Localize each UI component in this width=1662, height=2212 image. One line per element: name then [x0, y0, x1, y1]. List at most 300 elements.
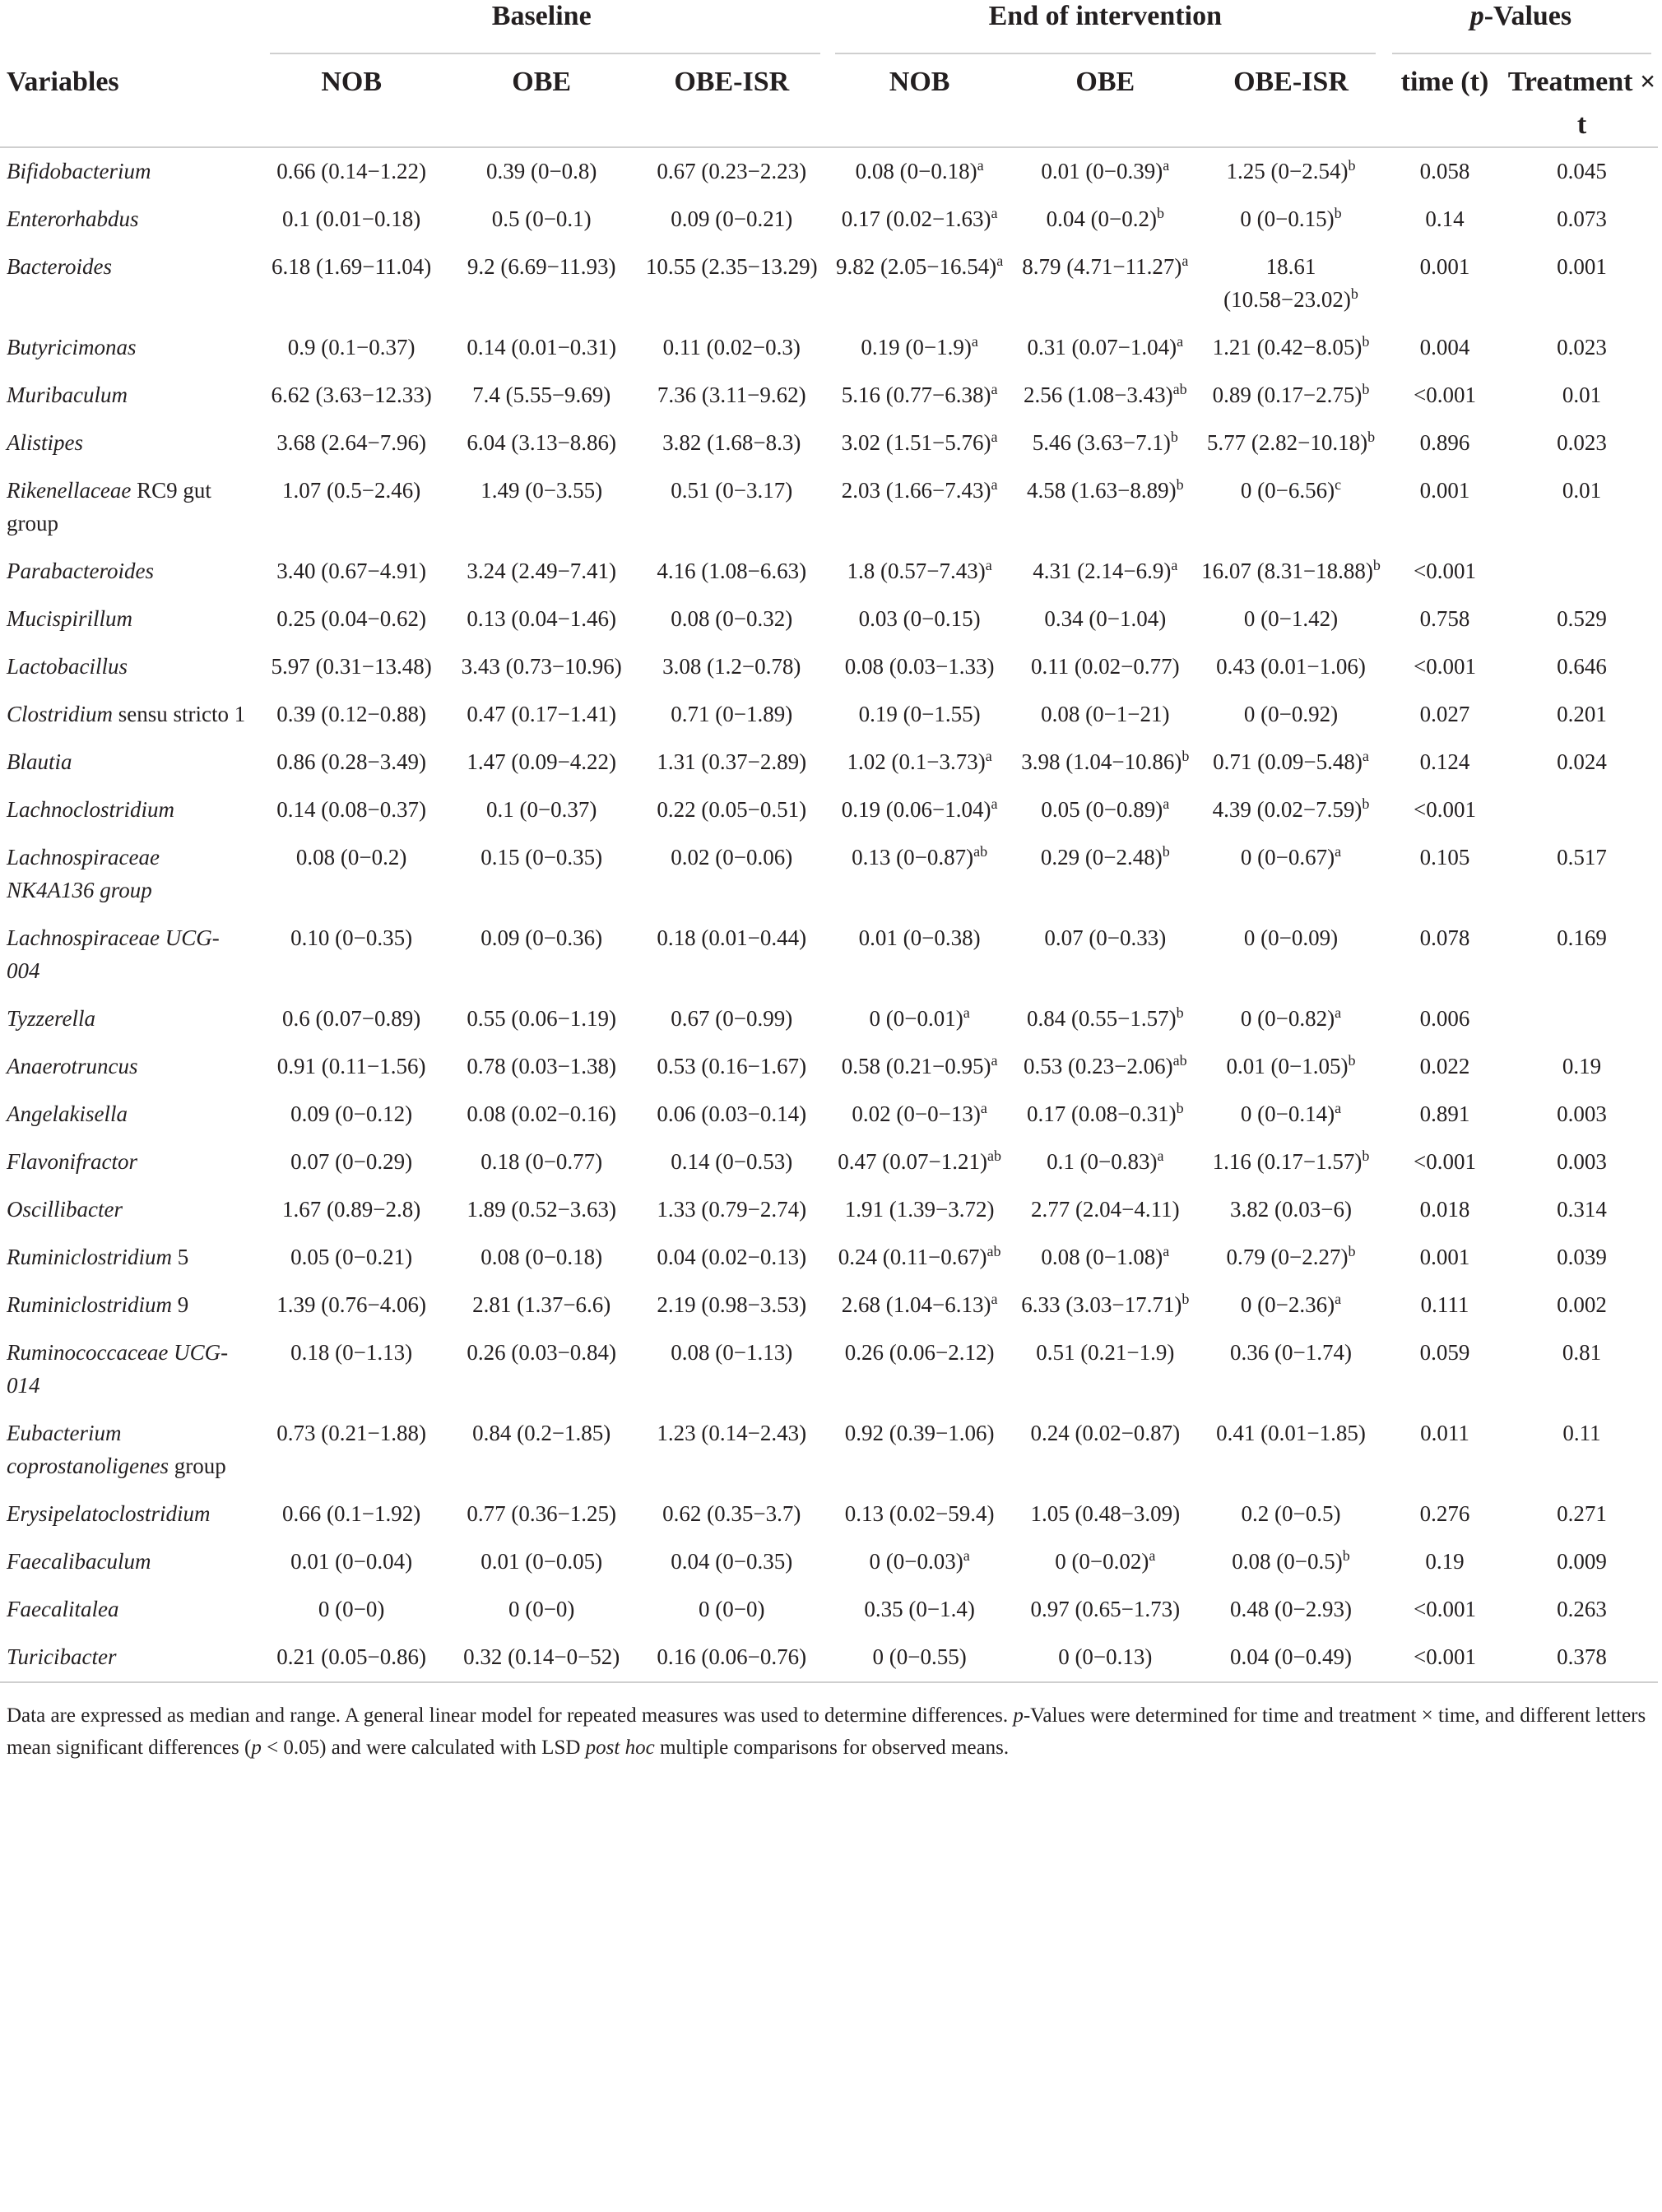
table-cell: 0.201 — [1557, 702, 1607, 726]
row-variable-name: Lachnospiraceae NK4A136 group — [7, 845, 160, 902]
table-cell: 0.758 — [1419, 606, 1470, 631]
table-cell: 0.517 — [1557, 845, 1607, 869]
table-cell: 0.14 (0−0.53) — [671, 1149, 793, 1174]
table-cell: 0.86 (0.28−3.49) — [276, 749, 427, 774]
table-cell: 0.08 (0−0.18) — [480, 1245, 603, 1269]
row-variable-name: Ruminiclostridium 9 — [7, 1292, 189, 1317]
table-cell: 0.14 (0.08−0.37) — [276, 797, 427, 822]
table-cell: 0.19 $(0-1.9)^a$ — [861, 333, 978, 359]
table-cell — [1506, 548, 1658, 596]
table-cell: 0.17 $(0.08-0.31)^b$ — [1026, 1100, 1184, 1126]
row-variable-name: Bifidobacterium — [7, 159, 151, 183]
table-cell: 1.05 (0.48−3.09) — [1030, 1501, 1181, 1526]
table-cell: 0.14 (0.01−0.31) — [467, 335, 617, 359]
significance-letter: b — [1176, 476, 1184, 493]
table-cell: 0.39 (0−0.8) — [485, 159, 597, 183]
significance-letter: b — [1176, 1100, 1184, 1116]
significance-letter: ab — [1172, 381, 1187, 397]
table-cell: 0.001 — [1419, 254, 1470, 279]
table-cell: 0.378 — [1557, 1644, 1607, 1669]
significance-letter: a — [991, 429, 998, 445]
table-cell: 0.51 (0.21−1.9) — [1036, 1340, 1175, 1365]
table-cell: 0.43 (0.01−1.06) — [1216, 654, 1366, 679]
table-cell: 0.01 $(0-1.05)^b$ — [1226, 1052, 1356, 1078]
row-variable-name: Butyricimonas — [7, 335, 137, 359]
table-cell: 0.47 $(0.07-1.21)^{ab}$ — [838, 1148, 1001, 1174]
table-cell: 3.40 (0.67−4.91) — [276, 559, 427, 583]
table-cell: 0.71 $(0.09-5.48)^a$ — [1213, 748, 1369, 774]
table-row — [0, 1043, 1658, 1091]
row-variable-name: Mucispirillum — [7, 606, 132, 631]
table-cell: 0.08 $(0-0.18)^a$ — [855, 157, 984, 183]
significance-letter: a — [1157, 1148, 1164, 1164]
table-cell: 0.004 — [1419, 335, 1470, 359]
table-cell: 0.1 (0.01−0.18) — [282, 206, 421, 231]
table-cell: 0.51 (0−3.17) — [671, 478, 793, 503]
significance-letter: a — [1163, 157, 1170, 174]
table-cell: 0.105 — [1419, 845, 1470, 869]
baseline-group-header: Baseline — [491, 1, 592, 31]
significance-letter: ab — [987, 1148, 1001, 1164]
table-cell: 0.11 — [1562, 1421, 1601, 1445]
row-variable-name: Lachnospiraceae UCG-004 — [7, 925, 220, 983]
row-variable-name: Oscillibacter — [7, 1197, 123, 1222]
table-row — [0, 995, 1658, 1043]
table-cell: 0.08 (0−1.13) — [671, 1340, 793, 1365]
table-cell: 0.1 $(0-0.83)^a$ — [1047, 1148, 1164, 1174]
table-cell: 0 (0−1.42) — [1243, 606, 1339, 631]
table-cell — [1506, 786, 1658, 834]
table-cell: 0.08 $(0-0.5)^b$ — [1232, 1547, 1350, 1574]
significance-letter: a — [1177, 333, 1184, 350]
table-cell: 6.62 (3.63−12.33) — [271, 383, 432, 407]
table-row — [0, 196, 1658, 243]
table-cell: 0.14 — [1425, 206, 1465, 231]
table-cell: 0 (0−0.92) — [1243, 702, 1339, 726]
table-row — [0, 148, 1658, 196]
row-variable-name: Angelakisella — [7, 1101, 128, 1126]
table-cell: 0.011 — [1420, 1421, 1469, 1445]
significance-letter: a — [991, 476, 998, 493]
table-cell: 3.43 (0.73−10.96) — [461, 654, 622, 679]
table-cell: 0.08 (0−0.32) — [671, 606, 793, 631]
table-cell: 5.97 (0.31−13.48) — [271, 654, 432, 679]
table-cell: 0.24 (0.02−0.87) — [1030, 1421, 1181, 1445]
table-cell: 0.11 (0.02−0.77) — [1030, 654, 1180, 679]
significance-letter: ab — [1172, 1052, 1187, 1069]
table-row — [0, 1138, 1658, 1186]
significance-letter: a — [1182, 253, 1189, 269]
table-row — [0, 1634, 1658, 1682]
table-cell: <0.001 — [1413, 1149, 1476, 1174]
table-cell: 0.03 (0−0.15) — [858, 606, 981, 631]
table-cell: 0.66 (0.1−1.92) — [282, 1501, 421, 1526]
table-cell: 1.47 (0.09−4.22) — [467, 749, 617, 774]
col-header-end-obe-isr: OBE-ISR — [1233, 67, 1349, 97]
row-variable-name: Alistipes — [7, 430, 83, 455]
table-cell: <0.001 — [1413, 383, 1476, 407]
table-row — [0, 1091, 1658, 1138]
col-header-end-nob: NOB — [889, 67, 950, 97]
column-header-row — [0, 61, 1658, 147]
table-cell: 6.33 $(3.03-17.71)^b$ — [1021, 1291, 1190, 1317]
table-cell: 0.32 (0.14−0−52) — [463, 1644, 620, 1669]
table-cell: 0.01 $(0-0.39)^a$ — [1041, 157, 1170, 183]
table-cell: 0.078 — [1419, 925, 1470, 950]
table-cell: 0.07 (0−0.29) — [290, 1149, 413, 1174]
table-cell: 8.79 $(4.71-11.27)^a$ — [1022, 253, 1189, 279]
table-cell: 3.24 (2.49−7.41) — [467, 559, 617, 583]
table-cell: 2.03 $(1.66-7.43)^a$ — [841, 476, 998, 503]
significance-letter: a — [1171, 557, 1178, 573]
significance-letter: b — [1170, 429, 1178, 445]
table-cell: 0.9 (0.1−0.37) — [287, 335, 416, 359]
table-cell: 0.276 — [1419, 1501, 1470, 1526]
table-cell: 0.04 (0−0.49) — [1229, 1644, 1352, 1669]
table-cell: 0.06 (0.03−0.14) — [657, 1101, 807, 1126]
row-variable-name: Faecalibaculum — [7, 1549, 151, 1574]
col-header-treatment-time: Treatment × t — [1507, 67, 1656, 140]
significance-letter: a — [971, 333, 978, 350]
table-cell: 0.13 (0.02−59.4) — [844, 1501, 995, 1526]
table-cell: 1.8 $(0.57-7.43)^a$ — [847, 557, 992, 583]
significance-letter: b — [1362, 381, 1370, 397]
col-header-baseline-obe: OBE — [512, 67, 572, 97]
table-cell: 0.29 $(0-2.48)^b$ — [1040, 843, 1170, 869]
table-cell: 0.18 (0−1.13) — [290, 1340, 413, 1365]
table-cell: 0 $(0-2.36)^a$ — [1240, 1291, 1342, 1317]
row-variable-name: Eubacterium coprostanoligenes group — [7, 1421, 226, 1478]
p-values-underline — [1392, 53, 1651, 54]
table-cell: 0.55 (0.06−1.19) — [467, 1006, 617, 1031]
table-cell: 0.529 — [1557, 606, 1607, 631]
significance-letter: a — [1335, 1004, 1342, 1021]
table-cell: 0.891 — [1419, 1101, 1470, 1126]
table-cell: 0 $(0-0.82)^a$ — [1240, 1004, 1342, 1031]
table-row — [0, 1329, 1658, 1410]
table-row — [0, 1410, 1658, 1491]
table-cell: 16.07 $(8.31-18.88)^b$ — [1201, 557, 1381, 583]
table-cell: 0.18 (0.01−0.44) — [657, 925, 807, 950]
row-variable-name: Tyzzerella — [7, 1006, 95, 1031]
table-cell: 0.08 (0.03−1.33) — [844, 654, 995, 679]
table-cell: 2.19 (0.98−3.53) — [657, 1292, 807, 1317]
table-cell: 0.6 (0.07−0.89) — [282, 1006, 421, 1031]
table-cell: 18.61 $(10.58-23.02)^b$ — [1223, 254, 1358, 312]
significance-letter: a — [1335, 1291, 1342, 1307]
significance-letter: b — [1162, 843, 1170, 860]
table-footnote: Data are expressed as median and range. A general linear model for repeated measures was used to determine differences. p-Values were determined for time and treatment × time, and different letters mean significant differences (p < 0.05) and were calculated with LSD post hoc multiple comparisons for observed means. — [7, 1704, 1646, 1759]
table-cell: 0.97 (0.65−1.73) — [1030, 1597, 1181, 1621]
table-cell: 0.25 (0.04−0.62) — [276, 606, 427, 631]
table-cell: 0 (0−0) — [318, 1597, 385, 1621]
table-cell: 0.18 (0−0.77) — [480, 1149, 603, 1174]
table-cell: 0.1 (0−0.37) — [485, 797, 597, 822]
table-cell — [1506, 995, 1658, 1043]
row-variable-name: Enterorhabdus — [7, 206, 139, 231]
row-variable-name: Ruminococcaceae UCG-014 — [7, 1340, 229, 1398]
table-cell: 9.2 (6.69−11.93) — [467, 254, 616, 279]
table-cell: 0.023 — [1557, 430, 1607, 455]
table-cell: 0.001 — [1557, 254, 1607, 279]
significance-letter: a — [991, 1052, 998, 1069]
significance-letter: b — [1157, 205, 1165, 221]
table-cell: 0.67 (0.23−2.23) — [657, 159, 807, 183]
table-cell: 0.5 (0−0.1) — [491, 206, 592, 231]
table-cell: 0.01 (0−0.04) — [290, 1549, 413, 1574]
significance-letter: a — [1163, 1243, 1170, 1259]
table-cell: 0.022 — [1419, 1054, 1470, 1078]
table-cell: 0.039 — [1557, 1245, 1607, 1269]
significance-letter: a — [980, 1100, 987, 1116]
table-cell: 0 $(0-0.02)^a$ — [1055, 1547, 1156, 1574]
table-cell: 0.05 $(0-0.89)^a$ — [1041, 795, 1170, 822]
table-cell: 0.19 $(0.06-1.04)^a$ — [841, 795, 998, 822]
table-cell: 0 $(0-0.01)^a$ — [869, 1004, 970, 1031]
row-variable-name: Lactobacillus — [7, 654, 128, 679]
significance-letter: b — [1372, 557, 1381, 573]
table-cell: 0 (0−0) — [508, 1597, 575, 1621]
table-cell: 1.49 (0−3.55) — [480, 478, 603, 503]
table-cell: 0.059 — [1419, 1340, 1470, 1365]
significance-letter: b — [1334, 205, 1342, 221]
end-of-intervention-underline — [835, 53, 1376, 54]
table-cell: 0.896 — [1419, 430, 1470, 455]
variables-header: Variables — [7, 67, 119, 97]
table-cell: 0.48 (0−2.93) — [1229, 1597, 1352, 1621]
row-variable-name: Anaerotruncus — [7, 1054, 138, 1078]
table-cell: 0.271 — [1557, 1501, 1607, 1526]
table-cell: 4.58 $(1.63-8.89)^b$ — [1026, 476, 1184, 503]
table-cell: 1.39 (0.76−4.06) — [276, 1292, 427, 1317]
table-cell: <0.001 — [1413, 654, 1476, 679]
table-cell: 0.111 — [1420, 1292, 1469, 1317]
table-cell: 9.82 $(2.05-16.54)^a$ — [836, 253, 1004, 279]
table-cell: 0.91 (0.11−1.56) — [276, 1054, 426, 1078]
row-variable-name: Ruminiclostridium 5 — [7, 1245, 189, 1269]
table-cell: 0.19 (0−1.55) — [858, 702, 981, 726]
significance-letter: b — [1342, 1547, 1350, 1564]
significance-letter: b — [1362, 795, 1370, 812]
table-cell: 1.02 $(0.1-3.73)^a$ — [847, 748, 992, 774]
table-cell: 0.31 $(0.07-1.04)^a$ — [1027, 333, 1184, 359]
table-row — [0, 915, 1658, 995]
table-cell: 0.2 (0−0.5) — [1241, 1501, 1341, 1526]
significance-letter: b — [1348, 1243, 1356, 1259]
table-cell: 0.08 (0−1−21) — [1041, 702, 1170, 726]
table-cell: 0.05 (0−0.21) — [290, 1245, 413, 1269]
table-cell: 0.09 (0−0.21) — [671, 206, 793, 231]
table-cell: 0.009 — [1557, 1549, 1607, 1574]
table-cell: 0.169 — [1557, 925, 1607, 950]
table-cell: 0.22 (0.05−0.51) — [657, 797, 807, 822]
significance-letter: a — [1163, 795, 1170, 812]
table-cell: 0.17 $(0.02-1.63)^a$ — [841, 205, 998, 231]
row-variable-name: Rikenellaceae RC9 gut group — [7, 478, 211, 536]
table-cell: 0.01 — [1562, 478, 1602, 503]
significance-letter: a — [991, 381, 998, 397]
table-cell: 3.08 (1.2−0.78) — [662, 654, 801, 679]
table-cell: 0.47 (0.17−1.41) — [467, 702, 617, 726]
table-cell: 0.73 (0.21−1.88) — [276, 1421, 427, 1445]
row-variable-name: Flavonifractor — [7, 1149, 137, 1174]
significance-letter: ab — [973, 843, 988, 860]
significance-letter: b — [1182, 1291, 1190, 1307]
table-cell: 0 (0−0.09) — [1243, 925, 1339, 950]
table-cell: 5.16 $(0.77-6.38)^a$ — [841, 381, 998, 407]
table-cell: 6.18 (1.69−11.04) — [272, 254, 432, 279]
table-cell: 0.24 $(0.11-0.67)^{ab}$ — [838, 1243, 1001, 1269]
row-variable-name: Erysipelatoclostridium — [7, 1501, 211, 1526]
table-cell: 0.003 — [1557, 1149, 1607, 1174]
table-row — [0, 324, 1658, 372]
table-row — [0, 420, 1658, 467]
table-row — [0, 643, 1658, 691]
significance-letter: b — [1348, 157, 1356, 174]
table-cell: 0.77 (0.36−1.25) — [467, 1501, 617, 1526]
table-cell: 0.09 (0−0.12) — [290, 1101, 413, 1126]
table-row — [0, 1491, 1658, 1538]
table-cell: 0.08 (0.02−0.16) — [467, 1101, 617, 1126]
table-cell: 2.77 (2.04−4.11) — [1030, 1197, 1180, 1222]
table-cell: 5.77 $(2.82-10.18)^b$ — [1206, 429, 1376, 455]
row-variable-name: Lachnoclostridium — [7, 797, 175, 822]
significance-letter: a — [963, 1004, 970, 1021]
table-cell: 0 (0−0.55) — [872, 1644, 967, 1669]
significance-letter: b — [1362, 1148, 1370, 1164]
table-cell: 0.79 $(0-2.27)^b$ — [1226, 1243, 1356, 1269]
table-cell: 1.16 $(0.17-1.57)^b$ — [1212, 1148, 1370, 1174]
table-cell: 0.78 (0.03−1.38) — [467, 1054, 617, 1078]
table-row — [0, 786, 1658, 834]
table-row — [0, 1538, 1658, 1586]
table-cell: 1.25 $(0-2.54)^b$ — [1226, 157, 1356, 183]
table-cell: 1.31 (0.37−2.89) — [657, 749, 807, 774]
col-header-end-obe: OBE — [1075, 67, 1135, 97]
table-cell: <0.001 — [1413, 797, 1476, 822]
table-cell: 0.92 (0.39−1.06) — [844, 1421, 995, 1445]
table-cell: 0.001 — [1419, 478, 1470, 503]
table-cell: 3.82 (1.68−8.3) — [662, 430, 801, 455]
row-variable-name: Faecalitalea — [7, 1597, 119, 1621]
table-cell: 0.41 (0.01−1.85) — [1216, 1421, 1366, 1445]
table-cell: 0.01 (0−0.38) — [858, 925, 981, 950]
table-cell: 10.55 (2.35−13.29) — [645, 254, 818, 279]
table-cell: 4.39 $(0.02-7.59)^b$ — [1212, 795, 1370, 822]
end-of-intervention-group-header: End of intervention — [988, 1, 1222, 31]
table-cell: 0.023 — [1557, 335, 1607, 359]
table-row — [0, 1282, 1658, 1329]
table-row — [0, 1586, 1658, 1634]
table-cell: 0.10 (0−0.35) — [290, 925, 413, 950]
table-cell: <0.001 — [1413, 559, 1476, 583]
col-header-time: time (t) — [1400, 67, 1489, 97]
table-cell: 0.21 (0.05−0.86) — [276, 1644, 427, 1669]
table-cell: 2.56 $(1.08-3.43)^{ab}$ — [1023, 381, 1187, 407]
table-cell: 0.11 (0.02−0.3) — [662, 335, 801, 359]
significance-letter: a — [1149, 1547, 1156, 1564]
table-row — [0, 834, 1658, 915]
col-header-baseline-obe-isr: OBE-ISR — [674, 67, 790, 97]
baseline-underline — [270, 53, 820, 54]
significance-letter: a — [985, 748, 992, 764]
table-row — [0, 739, 1658, 786]
table-cell: 0.84 $(0.55-1.57)^b$ — [1026, 1004, 1184, 1031]
table-cell: 0.04 $(0-0.2)^b$ — [1046, 205, 1165, 231]
row-variable-name: Clostridium sensu stricto 1 — [7, 702, 246, 726]
row-variable-name: Parabacteroides — [7, 559, 154, 583]
table-cell: 0.314 — [1557, 1197, 1607, 1222]
group-header-row — [0, 0, 1658, 33]
table-cell: 0 $(0-0.03)^a$ — [869, 1547, 970, 1574]
table-cell: 0.15 (0−0.35) — [480, 845, 603, 869]
table-cell: 0.018 — [1419, 1197, 1470, 1222]
significance-letter: a — [985, 557, 992, 573]
table-cell: 0.16 (0.06−0.76) — [657, 1644, 807, 1669]
table-cell: 0.13 (0.04−1.46) — [467, 606, 617, 631]
table-cell: 0.124 — [1419, 749, 1470, 774]
table-cell: 4.31 $(2.14-6.9)^a$ — [1033, 557, 1178, 583]
table-row — [0, 691, 1658, 739]
table-cell: 0.81 — [1562, 1340, 1602, 1365]
table-cell: 1.67 (0.89−2.8) — [282, 1197, 421, 1222]
row-variable-name: Bacteroides — [7, 254, 112, 279]
table-cell: 1.91 (1.39−3.72) — [844, 1197, 995, 1222]
significance-letter: a — [991, 1291, 998, 1307]
table-row — [0, 548, 1658, 596]
table-cell: <0.001 — [1413, 1644, 1476, 1669]
significance-letter: a — [991, 205, 998, 221]
table-cell: 0.02 (0−0.06) — [671, 845, 793, 869]
table-cell: 0.04 (0−0.35) — [671, 1549, 793, 1574]
table-cell: 0 (0−0) — [699, 1597, 765, 1621]
table-cell: 0.71 (0−1.89) — [671, 702, 793, 726]
table-row — [0, 1186, 1658, 1234]
table-cell: 4.16 (1.08−6.63) — [657, 559, 807, 583]
table-cell: 0 $(0-0.67)^a$ — [1240, 843, 1342, 869]
table-cell: 0.58 $(0.21-0.95)^a$ — [841, 1052, 998, 1078]
table-cell: 0.024 — [1557, 749, 1607, 774]
row-variable-name: Muribaculum — [7, 383, 128, 407]
table-cell: 6.04 (3.13−8.86) — [467, 430, 617, 455]
significance-letter: b — [1348, 1052, 1356, 1069]
table-cell: 0 $(0-0.15)^b$ — [1240, 205, 1342, 231]
significance-letter: b — [1367, 429, 1376, 445]
table-cell: 0.045 — [1557, 159, 1607, 183]
significance-letter: b — [1176, 1004, 1184, 1021]
table-cell: 0.13 $(0-0.87)^{ab}$ — [852, 843, 988, 869]
table-cell: 3.02 $(1.51-5.76)^a$ — [841, 429, 998, 455]
table-body — [0, 148, 1658, 1682]
table-cell: 0.08 (0−0.2) — [295, 845, 407, 869]
significance-letter: a — [996, 253, 1004, 269]
table-cell: 0.001 — [1419, 1245, 1470, 1269]
table-cell: 1.33 (0.79−2.74) — [657, 1197, 807, 1222]
table-cell: 0.08 $(0-1.08)^a$ — [1041, 1243, 1170, 1269]
table-cell: 0.26 (0.03−0.84) — [467, 1340, 617, 1365]
table-cell: 0.19 — [1562, 1054, 1602, 1078]
table-cell: 0.006 — [1419, 1006, 1470, 1031]
table-cell: <0.001 — [1413, 1597, 1476, 1621]
table-cell: 3.98 $(1.04-10.86)^b$ — [1021, 748, 1190, 774]
table-cell: 0.09 (0−0.36) — [480, 925, 603, 950]
significance-letter: a — [977, 157, 984, 174]
significance-letter: ab — [987, 1243, 1001, 1259]
table-cell: 0.01 (0−0.05) — [480, 1549, 603, 1574]
table-cell: 0.19 — [1425, 1549, 1465, 1574]
table-cell: 2.68 $(1.04-6.13)^a$ — [841, 1291, 998, 1317]
table-cell: 0.34 (0−1.04) — [1044, 606, 1167, 631]
